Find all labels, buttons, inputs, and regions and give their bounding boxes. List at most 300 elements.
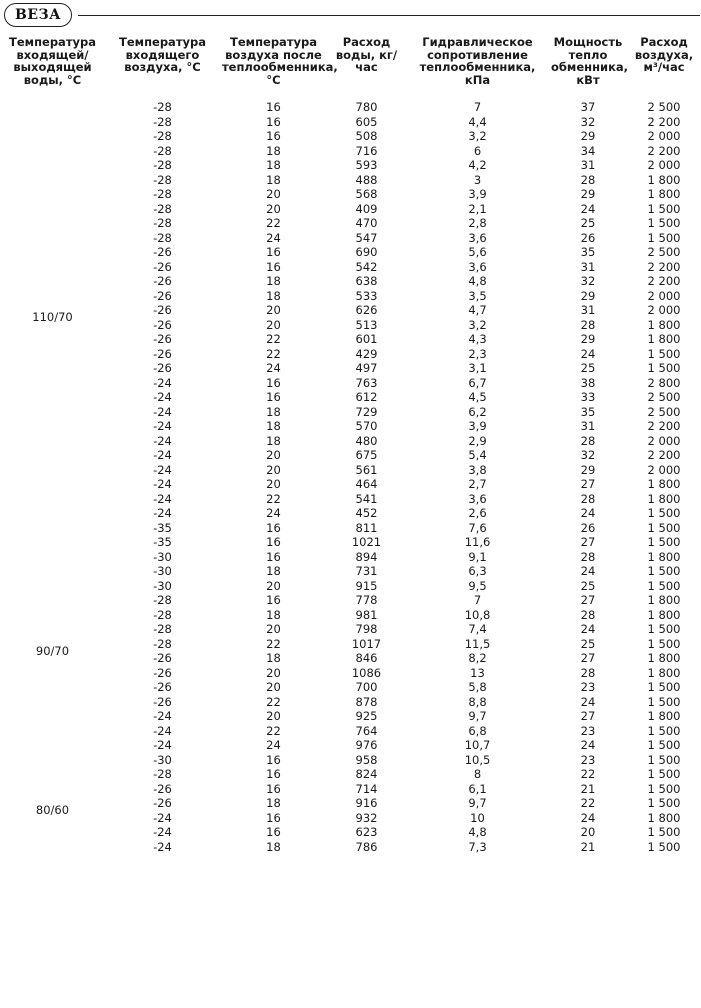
cell-air-flow: 1 800 xyxy=(647,317,681,332)
cell-outlet-air-temp: 16 xyxy=(266,535,281,549)
cell-inlet-air-temp: -28 xyxy=(153,636,172,651)
table-row xyxy=(0,811,701,826)
cell-outlet-air-temp: 16 xyxy=(266,259,281,274)
cell-inlet-air-temp: -24 xyxy=(153,723,172,738)
cell-air-flow: 2 000 xyxy=(647,462,681,477)
cell-outlet-air-temp: 18 xyxy=(266,274,281,288)
cell-inlet-air-temp: -24 xyxy=(153,506,172,520)
cell-air-flow: 1 500 xyxy=(647,752,681,767)
cell-power: 25 xyxy=(580,216,596,230)
cell-power: 25 xyxy=(580,636,596,651)
cell-outlet-air-temp: 16 xyxy=(266,767,281,781)
heat-exchanger-table xyxy=(0,36,701,854)
cell-hydraulic-resistance: 10,8 xyxy=(464,607,491,622)
cell-air-flow: 2 500 xyxy=(647,245,681,259)
cell-power: 24 xyxy=(580,694,596,709)
cell-air-flow: 1 500 xyxy=(647,839,681,854)
cell-inlet-air-temp: -26 xyxy=(153,245,172,259)
table-row xyxy=(0,347,701,362)
header-rule xyxy=(78,15,700,16)
cell-water-flow: 798 xyxy=(355,622,378,636)
cell-outlet-air-temp: 18 xyxy=(266,607,281,622)
group-water-temp: 110/70 xyxy=(32,310,73,325)
cell-power: 22 xyxy=(580,767,596,781)
cell-outlet-air-temp: 16 xyxy=(266,375,281,390)
cell-inlet-air-temp: -26 xyxy=(153,317,172,332)
table-row xyxy=(0,100,701,115)
table-row xyxy=(0,260,701,275)
cell-inlet-air-temp: -35 xyxy=(153,535,172,549)
cell-inlet-air-temp: -26 xyxy=(153,651,172,665)
cell-inlet-air-temp: -28 xyxy=(153,622,172,636)
table-row xyxy=(0,376,701,391)
cell-outlet-air-temp: 22 xyxy=(266,723,281,738)
cell-inlet-air-temp: -30 xyxy=(153,578,172,593)
cell-hydraulic-resistance: 5,6 xyxy=(468,245,487,259)
cell-outlet-air-temp: 18 xyxy=(266,288,281,303)
cell-air-flow: 1 500 xyxy=(647,680,681,694)
cell-inlet-air-temp: -24 xyxy=(153,375,172,390)
cell-water-flow: 976 xyxy=(355,738,378,752)
cell-water-flow: 570 xyxy=(355,419,378,433)
cell-water-flow: 541 xyxy=(355,491,378,506)
cell-power: 29 xyxy=(580,129,596,143)
cell-outlet-air-temp: 20 xyxy=(266,709,281,723)
cell-water-flow: 780 xyxy=(355,100,378,114)
cell-hydraulic-resistance: 3,9 xyxy=(468,187,487,201)
cell-outlet-air-temp: 24 xyxy=(266,230,281,245)
table-row xyxy=(0,231,701,246)
cell-inlet-air-temp: -24 xyxy=(153,404,172,419)
cell-power: 26 xyxy=(580,520,596,535)
cell-outlet-air-temp: 16 xyxy=(266,129,281,143)
cell-air-flow: 1 800 xyxy=(647,187,681,201)
group-water-temp: 80/60 xyxy=(35,803,70,818)
cell-water-flow: 452 xyxy=(355,506,378,520)
cell-air-flow: 1 800 xyxy=(647,593,681,607)
cell-inlet-air-temp: -24 xyxy=(153,390,172,404)
cell-hydraulic-resistance: 3,8 xyxy=(468,462,487,477)
cell-power: 28 xyxy=(580,172,596,187)
cell-outlet-air-temp: 24 xyxy=(266,738,281,752)
cell-hydraulic-resistance: 9,7 xyxy=(468,709,487,723)
cell-hydraulic-resistance: 3,6 xyxy=(468,259,487,274)
cell-power: 28 xyxy=(580,433,596,448)
cell-air-flow: 2 500 xyxy=(647,100,681,114)
table-row xyxy=(0,564,701,579)
cell-inlet-air-temp: -28 xyxy=(153,143,172,158)
cell-power: 27 xyxy=(580,593,596,607)
cell-hydraulic-resistance: 7,4 xyxy=(468,622,487,636)
cell-water-flow: 731 xyxy=(355,564,378,578)
cell-air-flow: 2 000 xyxy=(647,303,681,317)
cell-power: 32 xyxy=(580,448,596,462)
cell-water-flow: 429 xyxy=(355,346,378,361)
table-header-row xyxy=(0,36,701,100)
cell-inlet-air-temp: -30 xyxy=(153,549,172,564)
cell-air-flow: 2 200 xyxy=(647,274,681,288)
cell-outlet-air-temp: 20 xyxy=(266,665,281,680)
cell-water-flow: 464 xyxy=(355,477,378,491)
cell-outlet-air-temp: 20 xyxy=(266,187,281,201)
cell-water-flow: 729 xyxy=(355,404,378,419)
cell-water-flow: 623 xyxy=(355,825,378,839)
table-row xyxy=(0,361,701,376)
cell-hydraulic-resistance: 4,2 xyxy=(468,158,487,172)
cell-hydraulic-resistance: 6,8 xyxy=(468,723,487,738)
cell-hydraulic-resistance: 2,7 xyxy=(468,477,487,491)
cell-inlet-air-temp: -28 xyxy=(153,607,172,622)
cell-hydraulic-resistance: 2,3 xyxy=(468,346,487,361)
cell-power: 29 xyxy=(580,462,596,477)
cell-water-flow: 470 xyxy=(355,216,378,230)
cell-power: 32 xyxy=(580,114,596,129)
cell-outlet-air-temp: 24 xyxy=(266,361,281,375)
cell-power: 31 xyxy=(580,259,596,274)
cell-outlet-air-temp: 16 xyxy=(266,245,281,259)
cell-hydraulic-resistance: 4,8 xyxy=(468,274,487,288)
cell-air-flow: 1 500 xyxy=(647,361,681,375)
cell-outlet-air-temp: 18 xyxy=(266,839,281,854)
cell-outlet-air-temp: 20 xyxy=(266,622,281,636)
cell-power: 29 xyxy=(580,187,596,201)
cell-outlet-air-temp: 16 xyxy=(266,114,281,129)
cell-water-flow: 915 xyxy=(355,578,378,593)
cell-water-flow: 778 xyxy=(355,593,378,607)
cell-water-flow: 409 xyxy=(355,201,378,216)
cell-inlet-air-temp: -24 xyxy=(153,448,172,462)
cell-outlet-air-temp: 20 xyxy=(266,578,281,593)
cell-inlet-air-temp: -28 xyxy=(153,172,172,187)
cell-water-flow: 714 xyxy=(355,781,378,796)
cell-power: 24 xyxy=(580,201,596,216)
cell-air-flow: 2 200 xyxy=(647,114,681,129)
cell-outlet-air-temp: 20 xyxy=(266,462,281,477)
table-row xyxy=(0,608,701,623)
cell-power: 22 xyxy=(580,796,596,810)
cell-power: 38 xyxy=(580,375,596,390)
cell-power: 27 xyxy=(580,651,596,665)
cell-power: 24 xyxy=(580,810,596,825)
cell-power: 27 xyxy=(580,709,596,723)
table-row xyxy=(0,419,701,434)
cell-air-flow: 2 000 xyxy=(647,288,681,303)
table-row xyxy=(0,796,701,811)
cell-inlet-air-temp: -30 xyxy=(153,752,172,767)
cell-inlet-air-temp: -28 xyxy=(153,593,172,607)
cell-air-flow: 1 500 xyxy=(647,622,681,636)
cell-water-flow: 894 xyxy=(355,549,378,564)
table-row xyxy=(0,115,701,130)
table-row xyxy=(0,405,701,420)
cell-outlet-air-temp: 20 xyxy=(266,317,281,332)
cell-water-flow: 568 xyxy=(355,187,378,201)
cell-water-flow: 878 xyxy=(355,694,378,709)
cell-power: 28 xyxy=(580,549,596,564)
cell-outlet-air-temp: 18 xyxy=(266,143,281,158)
cell-power: 32 xyxy=(580,274,596,288)
cell-inlet-air-temp: -28 xyxy=(153,767,172,781)
cell-water-flow: 700 xyxy=(355,680,378,694)
cell-air-flow: 2 000 xyxy=(647,129,681,143)
cell-hydraulic-resistance: 7 xyxy=(473,100,482,114)
cell-air-flow: 1 800 xyxy=(647,709,681,723)
cell-water-flow: 612 xyxy=(355,390,378,404)
cell-inlet-air-temp: -26 xyxy=(153,274,172,288)
cell-water-flow: 786 xyxy=(355,839,378,854)
table-row xyxy=(0,724,701,739)
cell-inlet-air-temp: -26 xyxy=(153,332,172,346)
cell-inlet-air-temp: -24 xyxy=(153,810,172,825)
cell-air-flow: 1 500 xyxy=(647,506,681,520)
table-row xyxy=(0,651,701,666)
table-row xyxy=(0,129,701,144)
cell-power: 23 xyxy=(580,752,596,767)
cell-outlet-air-temp: 16 xyxy=(266,752,281,767)
header-power: Мощность тепло обменника, кВт xyxy=(551,35,629,87)
cell-air-flow: 1 500 xyxy=(647,564,681,578)
cell-power: 27 xyxy=(580,477,596,491)
cell-water-flow: 497 xyxy=(355,361,378,375)
cell-water-flow: 542 xyxy=(355,259,378,274)
cell-air-flow: 2 500 xyxy=(647,404,681,419)
cell-air-flow: 1 800 xyxy=(647,549,681,564)
cell-water-flow: 763 xyxy=(355,375,378,390)
table-row xyxy=(0,840,701,855)
cell-air-flow: 1 500 xyxy=(647,694,681,709)
cell-inlet-air-temp: -26 xyxy=(153,361,172,375)
cell-power: 28 xyxy=(580,665,596,680)
table-row xyxy=(0,579,701,594)
cell-water-flow: 811 xyxy=(355,520,378,535)
cell-hydraulic-resistance: 8 xyxy=(473,767,482,781)
cell-inlet-air-temp: -28 xyxy=(153,100,172,114)
cell-outlet-air-temp: 18 xyxy=(266,404,281,419)
table-row xyxy=(0,521,701,536)
cell-inlet-air-temp: -24 xyxy=(153,825,172,839)
group-water-temp: 90/70 xyxy=(35,643,70,658)
cell-water-flow: 1017 xyxy=(351,636,382,651)
cell-power: 25 xyxy=(580,361,596,375)
cell-inlet-air-temp: -24 xyxy=(153,419,172,433)
cell-hydraulic-resistance: 7,6 xyxy=(468,520,487,535)
cell-air-flow: 1 800 xyxy=(647,607,681,622)
table-row xyxy=(0,550,701,565)
table-row xyxy=(0,492,701,507)
cell-air-flow: 1 500 xyxy=(647,230,681,245)
cell-hydraulic-resistance: 7 xyxy=(473,593,482,607)
cell-power: 20 xyxy=(580,825,596,839)
table-row xyxy=(0,535,701,550)
cell-hydraulic-resistance: 3,6 xyxy=(468,491,487,506)
table-row xyxy=(0,390,701,405)
cell-air-flow: 1 500 xyxy=(647,520,681,535)
cell-outlet-air-temp: 16 xyxy=(266,593,281,607)
cell-hydraulic-resistance: 9,5 xyxy=(468,578,487,593)
cell-water-flow: 932 xyxy=(355,810,378,825)
table-row xyxy=(0,318,701,333)
cell-inlet-air-temp: -26 xyxy=(153,259,172,274)
cell-power: 28 xyxy=(580,607,596,622)
cell-outlet-air-temp: 22 xyxy=(266,636,281,651)
cell-hydraulic-resistance: 3,2 xyxy=(468,317,487,332)
cell-air-flow: 1 500 xyxy=(647,723,681,738)
cell-inlet-air-temp: -26 xyxy=(153,796,172,810)
cell-air-flow: 1 800 xyxy=(647,810,681,825)
table-row xyxy=(0,187,701,202)
veza-logo xyxy=(4,3,72,27)
table-row xyxy=(0,695,701,710)
cell-inlet-air-temp: -26 xyxy=(153,288,172,303)
cell-water-flow: 513 xyxy=(355,317,378,332)
cell-hydraulic-resistance: 11,6 xyxy=(464,535,491,549)
cell-outlet-air-temp: 20 xyxy=(266,680,281,694)
cell-outlet-air-temp: 18 xyxy=(266,419,281,433)
table-row xyxy=(0,753,701,768)
cell-power: 33 xyxy=(580,390,596,404)
cell-hydraulic-resistance: 11,5 xyxy=(464,636,491,651)
cell-outlet-air-temp: 22 xyxy=(266,332,281,346)
cell-outlet-air-temp: 18 xyxy=(266,433,281,448)
cell-air-flow: 2 000 xyxy=(647,433,681,448)
cell-power: 23 xyxy=(580,680,596,694)
cell-power: 28 xyxy=(580,491,596,506)
cell-air-flow: 1 500 xyxy=(647,738,681,752)
cell-inlet-air-temp: -28 xyxy=(153,201,172,216)
table-row xyxy=(0,448,701,463)
cell-power: 29 xyxy=(580,288,596,303)
cell-air-flow: 2 200 xyxy=(647,259,681,274)
cell-hydraulic-resistance: 2,6 xyxy=(468,506,487,520)
cell-outlet-air-temp: 16 xyxy=(266,810,281,825)
cell-power: 24 xyxy=(580,738,596,752)
cell-air-flow: 1 800 xyxy=(647,332,681,346)
cell-water-flow: 916 xyxy=(355,796,378,810)
cell-inlet-air-temp: -28 xyxy=(153,187,172,201)
cell-air-flow: 2 200 xyxy=(647,143,681,158)
cell-outlet-air-temp: 24 xyxy=(266,506,281,520)
cell-hydraulic-resistance: 4,7 xyxy=(468,303,487,317)
table-row xyxy=(0,303,701,318)
table-row xyxy=(0,434,701,449)
cell-hydraulic-resistance: 3 xyxy=(473,172,482,187)
cell-hydraulic-resistance: 9,1 xyxy=(468,549,487,564)
cell-inlet-air-temp: -26 xyxy=(153,303,172,317)
table-row xyxy=(0,477,701,492)
cell-inlet-air-temp: -28 xyxy=(153,230,172,245)
header-water-flow: Расход воды, кг/час xyxy=(335,35,398,74)
cell-outlet-air-temp: 20 xyxy=(266,201,281,216)
cell-hydraulic-resistance: 6,1 xyxy=(468,781,487,796)
cell-outlet-air-temp: 20 xyxy=(266,448,281,462)
cell-water-flow: 958 xyxy=(355,752,378,767)
cell-hydraulic-resistance: 9,7 xyxy=(468,796,487,810)
cell-power: 28 xyxy=(580,317,596,332)
cell-air-flow: 2 800 xyxy=(647,375,681,390)
cell-air-flow: 1 800 xyxy=(647,651,681,665)
cell-hydraulic-resistance: 10,5 xyxy=(464,752,491,767)
cell-outlet-air-temp: 16 xyxy=(266,390,281,404)
cell-hydraulic-resistance: 4,5 xyxy=(468,390,487,404)
table-row xyxy=(0,666,701,681)
cell-power: 24 xyxy=(580,622,596,636)
cell-power: 25 xyxy=(580,578,596,593)
cell-water-flow: 601 xyxy=(355,332,378,346)
header-air-flow: Расход воздуха, м³/час xyxy=(634,35,694,74)
table-row xyxy=(0,289,701,304)
cell-water-flow: 1086 xyxy=(351,665,382,680)
table-row xyxy=(0,782,701,797)
cell-hydraulic-resistance: 4,8 xyxy=(468,825,487,839)
cell-hydraulic-resistance: 10 xyxy=(470,810,485,825)
cell-air-flow: 2 000 xyxy=(647,158,681,172)
header-hydraulic-resistance: Гидравлическое сопротивление теплообменника, кПа xyxy=(419,35,536,87)
cell-inlet-air-temp: -24 xyxy=(153,477,172,491)
cell-power: 27 xyxy=(580,535,596,549)
cell-air-flow: 1 800 xyxy=(647,491,681,506)
cell-hydraulic-resistance: 8,8 xyxy=(468,694,487,709)
table-row xyxy=(0,506,701,521)
table-row xyxy=(0,709,701,724)
cell-hydraulic-resistance: 5,8 xyxy=(468,680,487,694)
cell-hydraulic-resistance: 3,9 xyxy=(468,419,487,433)
cell-hydraulic-resistance: 3,2 xyxy=(468,129,487,143)
cell-water-flow: 925 xyxy=(355,709,378,723)
cell-inlet-air-temp: -35 xyxy=(153,520,172,535)
table-row xyxy=(0,767,701,782)
cell-inlet-air-temp: -24 xyxy=(153,462,172,477)
cell-hydraulic-resistance: 5,4 xyxy=(468,448,487,462)
cell-water-flow: 824 xyxy=(355,767,378,781)
cell-water-flow: 561 xyxy=(355,462,378,477)
cell-hydraulic-resistance: 2,8 xyxy=(468,216,487,230)
cell-inlet-air-temp: -26 xyxy=(153,781,172,796)
cell-water-flow: 846 xyxy=(355,651,378,665)
header-water-temp: Температура входящей/ выходящей воды, °С xyxy=(9,35,96,87)
cell-inlet-air-temp: -28 xyxy=(153,129,172,143)
cell-power: 37 xyxy=(580,100,596,114)
header-outlet-air-temp: Температура воздуха после теплообменника, °С xyxy=(222,35,338,87)
cell-outlet-air-temp: 20 xyxy=(266,303,281,317)
cell-power: 24 xyxy=(580,346,596,361)
cell-power: 31 xyxy=(580,419,596,433)
cell-water-flow: 675 xyxy=(355,448,378,462)
cell-hydraulic-resistance: 4,3 xyxy=(468,332,487,346)
cell-air-flow: 1 500 xyxy=(647,767,681,781)
cell-water-flow: 508 xyxy=(355,129,378,143)
cell-air-flow: 1 500 xyxy=(647,535,681,549)
cell-power: 31 xyxy=(580,303,596,317)
cell-inlet-air-temp: -26 xyxy=(153,665,172,680)
cell-inlet-air-temp: -26 xyxy=(153,346,172,361)
cell-water-flow: 480 xyxy=(355,433,378,448)
cell-outlet-air-temp: 22 xyxy=(266,694,281,709)
cell-hydraulic-resistance: 7,3 xyxy=(468,839,487,854)
cell-air-flow: 2 200 xyxy=(647,419,681,433)
cell-inlet-air-temp: -28 xyxy=(153,158,172,172)
cell-water-flow: 764 xyxy=(355,723,378,738)
cell-water-flow: 1021 xyxy=(351,535,382,549)
table-row xyxy=(0,245,701,260)
cell-power: 23 xyxy=(580,723,596,738)
cell-outlet-air-temp: 18 xyxy=(266,651,281,665)
cell-air-flow: 1 500 xyxy=(647,781,681,796)
cell-outlet-air-temp: 16 xyxy=(266,520,281,535)
cell-hydraulic-resistance: 10,7 xyxy=(464,738,491,752)
cell-water-flow: 716 xyxy=(355,143,378,158)
cell-water-flow: 488 xyxy=(355,172,378,187)
cell-air-flow: 2 500 xyxy=(647,390,681,404)
